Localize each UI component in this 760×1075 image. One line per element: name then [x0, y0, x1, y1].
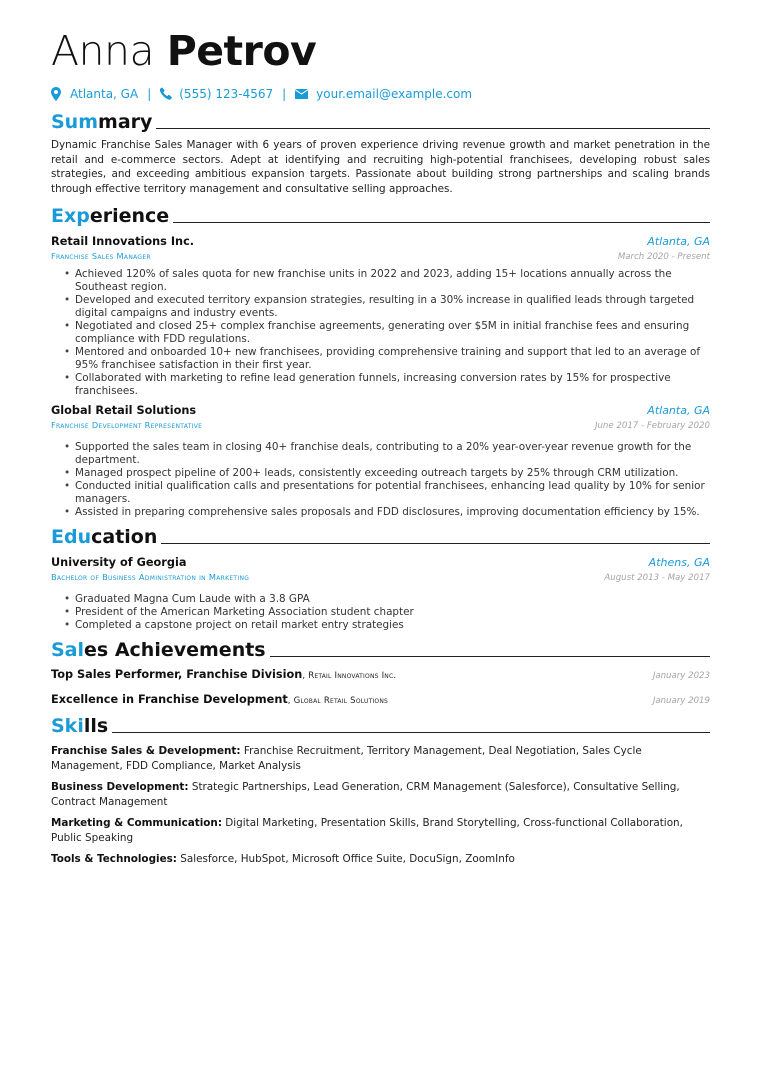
summary-text: Dynamic Franchise Sales Manager with 6 years of proven experience driving revenue growth and market penetration in the retail and e-commerce sectors. Adept at identifying and recruiting high-potential franchisees, developing robust sales strategies, and exceeding ambitious expansion targets. Passionate about building strong partnerships and scaling brands through effective territory management and consultative selling approaches. [51, 139, 710, 195]
email-link[interactable]: your.email@example.com [316, 87, 473, 101]
experience-section-header [51, 204, 710, 228]
skill-value: Franchise Recruitment, Territory Management, Deal Negotiation, Sales Cycle Management, FDD Compliance, Market Analysis [51, 745, 642, 772]
job-bullets [51, 268, 710, 398]
skill-label: Tools & Technologies: [51, 853, 177, 866]
skill-row [51, 852, 710, 867]
section-title: Skills [51, 715, 109, 738]
last-name: Petrov [166, 27, 317, 75]
education-bullets [51, 593, 710, 632]
skill-label: Marketing & Communication: [51, 817, 222, 830]
experience-entry [51, 404, 710, 519]
section-title: Education [51, 526, 158, 549]
list-item: • Supported the sales team in closing 40+ franchise deals, contributing to a 20% year-over-year revenue growth for the department. [51, 441, 710, 467]
section-rule [270, 656, 710, 657]
phone-icon [160, 87, 172, 101]
list-item: • Assisted in preparing comprehensive sales proposals and FDD disclosures, improving documentation efficiency by 15%. [51, 506, 710, 519]
school-name: University of Georgia [51, 556, 187, 570]
list-item: • Managed prospect pipeline of 200+ leads, consistently exceeding outreach targets by 25% through CRM utilization. [51, 467, 710, 480]
company-name: Global Retail Solutions [51, 404, 197, 418]
envelope-icon [295, 87, 309, 101]
job-title: Franchise Development Representative [51, 420, 203, 431]
skill-row [51, 816, 710, 845]
list-item: • Graduated Magna Cum Laude with a 3.8 GPA [51, 593, 710, 606]
job-dates: June 2017 - February 2020 [594, 421, 710, 432]
section-title: Experience [51, 205, 170, 228]
achievement-title: Top Sales Performer, Franchise Division [51, 668, 303, 682]
first-name: Anna [51, 27, 155, 75]
list-item: • Collaborated with marketing to refine lead generation funnels, increasing conversion rates by 15% for prospective franchisees. [51, 372, 710, 398]
achievement-date: January 2023 [652, 671, 710, 682]
list-item: • President of the American Marketing Association student chapter [51, 606, 710, 619]
skill-value: Salesforce, HubSpot, Microsoft Office Suite, DocuSign, ZoomInfo [180, 853, 515, 866]
education-dates: August 2013 - May 2017 [604, 573, 710, 584]
section-rule [161, 543, 710, 544]
education-entry [51, 556, 710, 632]
achievement-date: January 2019 [652, 696, 710, 707]
achievement-org: Global Retail Solutions [293, 696, 389, 707]
achievement-item: Top Sales Performer, Franchise Division, Retail Innovations Inc. January 2023 [51, 668, 710, 682]
skills-section-header [51, 714, 710, 738]
contact-separator: | [147, 87, 152, 101]
section-rule [112, 732, 710, 733]
map-marker-icon [51, 87, 63, 101]
job-dates: March 2020 - Present [617, 252, 710, 263]
achievement-item: Excellence in Franchise Development, Global Retail Solutions January 2019 [51, 693, 710, 707]
achievement-title: Excellence in Franchise Development [51, 693, 288, 707]
section-title: Summary [51, 111, 153, 133]
skill-value: Digital Marketing, Presentation Skills, Brand Storytelling, Cross-functional Collaboration, Public Speaking [51, 817, 683, 844]
section-title: Sales Achievements [51, 639, 266, 662]
section-rule [156, 128, 710, 129]
candidate-name [51, 28, 710, 74]
list-item: • Conducted initial qualification calls and presentations for potential franchisees, enhancing lead quality by 10% for senior managers. [51, 480, 710, 506]
resume-page [51, 28, 710, 867]
education-section-header [51, 525, 710, 549]
summary-section-header [51, 110, 710, 134]
job-location: Atlanta, GA [647, 404, 710, 418]
list-item: • Mentored and onboarded 10+ new franchisees, providing comprehensive training and support that led to an average of 95% franchisee satisfaction in their first year. [51, 346, 710, 372]
list-item: • Negotiated and closed 25+ complex franchise agreements, generating over $5M in initial franchise fees and ensuring compliance with FDD regulations. [51, 320, 710, 346]
contact-location [51, 87, 138, 101]
skill-label: Franchise Sales & Development: [51, 745, 241, 758]
contact-separator: | [282, 87, 287, 101]
degree: Bachelor of Business Administration in Marketing [51, 572, 250, 583]
skill-value: Strategic Partnerships, Lead Generation, CRM Management (Salesforce), Consultative Selling, Contract Management [51, 781, 680, 808]
contact-email[interactable] [295, 87, 472, 101]
section-rule [173, 222, 710, 223]
experience-entry [51, 235, 710, 398]
list-item: • Completed a capstone project on retail market entry strategies [51, 619, 710, 632]
achievements-section-header [51, 638, 710, 662]
school-location: Athens, GA [648, 556, 710, 570]
phone-text: (555) 123-4567 [179, 87, 274, 101]
skill-row [51, 744, 710, 773]
contact-phone[interactable] [160, 87, 273, 101]
contact-line [51, 85, 710, 103]
achievement-org: Retail Innovations Inc. [308, 671, 397, 682]
job-location: Atlanta, GA [647, 235, 710, 249]
job-title: Franchise Sales Manager [51, 251, 151, 262]
list-item: • Developed and executed territory expansion strategies, resulting in a 30% increase in qualified leads through targeted digital campaigns and industry events. [51, 294, 710, 320]
job-bullets [51, 441, 710, 519]
location-text: Atlanta, GA [70, 87, 139, 101]
list-item: • Achieved 120% of sales quota for new franchise units in 2022 and 2023, adding 15+ locations annually across the Southeast region. [51, 268, 710, 294]
skill-row [51, 780, 710, 809]
skill-label: Business Development: [51, 781, 189, 794]
company-name: Retail Innovations Inc. [51, 235, 195, 249]
